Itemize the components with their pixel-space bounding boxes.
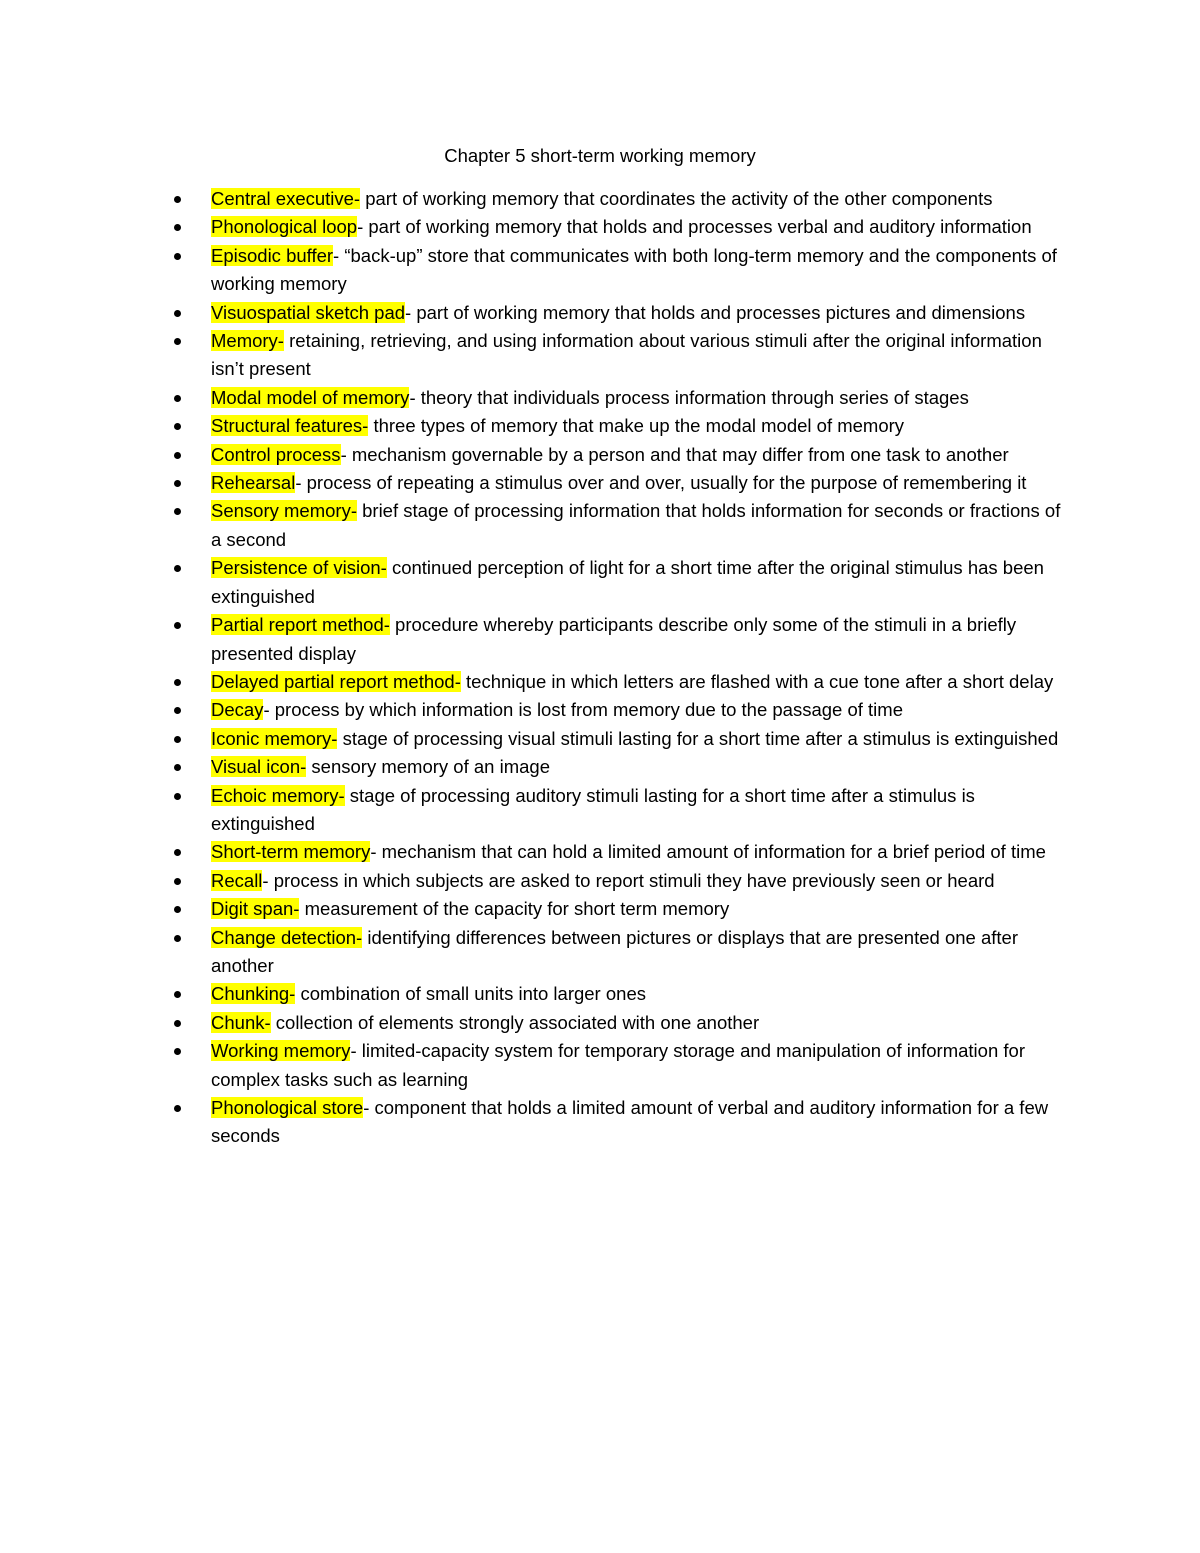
bullet-icon <box>174 622 181 629</box>
highlighted-term: Echoic memory- <box>211 784 345 806</box>
highlighted-term: Short-term memory <box>211 841 371 863</box>
list-item <box>0 895 1063 923</box>
bullet-icon <box>174 793 181 800</box>
bullet-icon <box>174 508 181 515</box>
list-item <box>0 497 1063 554</box>
term-definition: brief stage of processing information that holds information for seconds or fractions of a second <box>211 500 1061 550</box>
highlighted-term: Control process <box>211 443 341 465</box>
page-title: Chapter 5 short-term working memory <box>444 145 756 166</box>
term-definition: - process of repeating a stimulus over and over, usually for the purpose of remembering it <box>295 472 1027 494</box>
bullet-icon <box>174 253 181 260</box>
term-definition: stage of processing visual stimuli lasting for a short time after a stimulus is extinguished <box>337 727 1059 749</box>
list-item <box>0 838 1063 866</box>
list-item <box>0 384 1063 412</box>
term-list <box>0 185 1200 1151</box>
bullet-icon <box>174 1105 181 1112</box>
bullet-icon <box>174 480 181 487</box>
term-definition: - process in which subjects are asked to report stimuli they have previously seen or heard <box>262 869 995 891</box>
list-item <box>0 185 1063 213</box>
highlighted-term: Delayed partial report method- <box>211 670 461 692</box>
highlighted-term: Visuospatial sketch pad <box>211 301 406 323</box>
term-definition: retaining, retrieving, and using information about various stimuli after the original information isn’t present <box>211 330 1042 380</box>
term-definition: - process by which information is lost from memory due to the passage of time <box>263 699 903 721</box>
bullet-icon <box>174 679 181 686</box>
list-item <box>0 924 1063 981</box>
bullet-icon <box>174 1020 181 1027</box>
highlighted-term: Decay <box>211 699 264 721</box>
bullet-icon <box>174 906 181 913</box>
bullet-icon <box>174 935 181 942</box>
term-definition: technique in which letters are flashed with a cue tone after a short delay <box>460 670 1054 692</box>
highlighted-term: Phonological loop <box>211 216 358 238</box>
bullet-icon <box>174 395 181 402</box>
term-definition: combination of small units into larger ones <box>295 983 646 1005</box>
list-item <box>0 696 1063 724</box>
highlighted-term: Rehearsal <box>211 472 296 494</box>
highlighted-term: Change detection- <box>211 926 363 948</box>
list-item <box>0 1037 1063 1094</box>
bullet-icon <box>174 1048 181 1055</box>
bullet-icon <box>174 224 181 231</box>
list-item <box>0 980 1063 1008</box>
list-item <box>0 668 1063 696</box>
highlighted-term: Structural features- <box>211 415 369 437</box>
term-definition: - mechanism that can hold a limited amount of information for a brief period of time <box>370 841 1046 863</box>
highlighted-term: Recall <box>211 869 263 891</box>
highlighted-term: Partial report method- <box>211 614 390 636</box>
list-item <box>0 299 1063 327</box>
bullet-icon <box>174 764 181 771</box>
list-item <box>0 327 1063 384</box>
highlighted-term: Iconic memory- <box>211 727 338 749</box>
term-definition: procedure whereby participants describe only some of the stimuli in a briefly presented display <box>211 614 1017 664</box>
list-item <box>0 1009 1063 1037</box>
term-definition: - theory that individuals process information through series of stages <box>409 386 969 408</box>
list-item <box>0 725 1063 753</box>
list-item <box>0 867 1063 895</box>
highlighted-term: Working memory <box>211 1040 351 1062</box>
highlighted-term: Phonological store <box>211 1097 364 1118</box>
bullet-icon <box>174 338 181 345</box>
bullet-icon <box>174 878 181 885</box>
highlighted-term: Episodic buffer <box>211 244 334 266</box>
bullet-icon <box>174 736 181 743</box>
term-definition: part of working memory that coordinates the activity of the other components <box>360 188 993 209</box>
bullet-icon <box>174 310 181 317</box>
highlighted-term: Digit span- <box>211 898 300 920</box>
term-definition: stage of processing auditory stimuli lasting for a short time after a stimulus is extinguished <box>211 784 975 834</box>
term-definition: - component that holds a limited amount of verbal and auditory information for a few seconds <box>211 1097 1049 1147</box>
list-item <box>0 412 1063 440</box>
bullet-icon <box>174 423 181 430</box>
term-definition: continued perception of light for a short time after the original stimulus has been extinguished <box>211 557 1044 607</box>
bullet-icon <box>174 196 181 203</box>
list-item <box>0 469 1063 497</box>
term-definition: measurement of the capacity for short term memory <box>299 898 730 920</box>
bullet-icon <box>174 565 181 572</box>
list-item <box>0 554 1063 611</box>
highlighted-term: Central executive- <box>211 188 361 209</box>
list-item <box>0 782 1063 839</box>
bullet-icon <box>174 849 181 856</box>
highlighted-term: Visual icon- <box>211 756 307 778</box>
highlighted-term: Memory- <box>211 330 284 352</box>
highlighted-term: Modal model of memory <box>211 386 410 408</box>
bullet-icon <box>174 991 181 998</box>
highlighted-term: Persistence of vision- <box>211 557 387 579</box>
highlighted-term: Chunk- <box>211 1011 271 1033</box>
term-definition: - limited-capacity system for temporary storage and manipulation of information for complex tasks such as learning <box>211 1040 1025 1090</box>
bullet-icon <box>174 707 181 714</box>
term-definition: - part of working memory that holds and processes pictures and dimensions <box>405 301 1026 323</box>
list-item <box>0 213 1063 241</box>
list-item <box>0 1094 1063 1151</box>
highlighted-term: Chunking- <box>211 983 296 1005</box>
term-definition: - mechanism governable by a person and that may differ from one task to another <box>340 443 1009 465</box>
list-item <box>0 611 1063 668</box>
highlighted-term: Sensory memory- <box>211 500 357 522</box>
term-definition: collection of elements strongly associated with one another <box>270 1011 760 1033</box>
term-definition: - “back-up” store that communicates with both long-term memory and the components of working memory <box>211 244 1057 295</box>
list-item <box>0 242 1063 299</box>
list-item <box>0 753 1063 781</box>
term-definition: three types of memory that make up the modal model of memory <box>368 415 905 437</box>
term-definition: - part of working memory that holds and processes verbal and auditory information <box>357 216 1032 238</box>
bullet-icon <box>174 452 181 459</box>
term-definition: identifying differences between pictures or displays that are presented one after another <box>211 926 1018 976</box>
list-item <box>0 441 1063 469</box>
term-definition: sensory memory of an image <box>306 756 550 778</box>
